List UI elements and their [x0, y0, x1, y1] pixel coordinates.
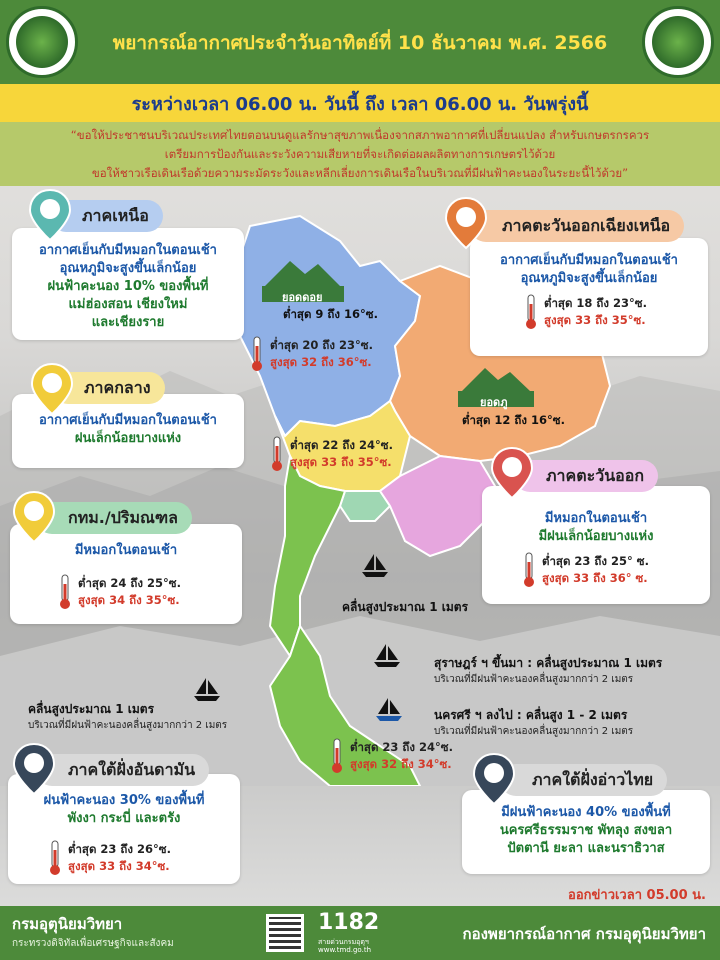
east-max-temp: สูงสุด 33 ถึง 36° ซ. — [542, 571, 648, 585]
northeast-line-2: อุณหภูมิจะสูงขึ้นเล็กน้อย — [520, 271, 658, 286]
south-west-temp — [48, 840, 171, 876]
surat-wave: สุราษฎร์ ฯ ขึ้นมา : คลื่นสูงประมาณ 1 เมตร — [434, 656, 663, 670]
hotline-label — [318, 938, 371, 954]
north-peak-label: ยอดดอย — [282, 291, 323, 304]
nakhon-wave: นครศรี ฯ ลงไป : คลื่นสูง 1 - 2 เมตร — [434, 708, 628, 722]
north-peak-temp: ต่ำสุด 9 ถึง 16°ซ. — [283, 307, 378, 321]
advice-banner — [0, 122, 720, 186]
surat-wave-note: บริเวณที่มีฝนฟ้าคะนองคลื่นสูงมากกว่า 2 เมตร — [434, 674, 634, 685]
central-line-2: ฝนเล็กน้อยบางแห่ง — [74, 431, 182, 446]
south-east-line-2: นครศรีธรรมราช พัทลุง สงขลา — [499, 823, 673, 838]
issue-time: ออกข่าวเวลา 05.00 น. — [568, 888, 706, 903]
south-west-pin-icon — [12, 742, 56, 796]
south-west-line-1: ฝนฟ้าคะนอง 30% ของพื้นที่ — [43, 793, 205, 808]
north-line-1: อากาศเย็นกับมีหมอกในตอนเช้า — [39, 243, 217, 258]
header — [0, 0, 720, 84]
northeast-peak-temp: ต่ำสุด 12 ถึง 16°ซ. — [462, 413, 565, 427]
boat-icon — [192, 676, 222, 702]
north-line-2: อุณหภูมิจะสูงขึ้นเล็กน้อย — [59, 261, 197, 276]
central-line-1: อากาศเย็นกับมีหมอกในตอนเช้า — [39, 413, 217, 428]
tmd-logo — [642, 6, 714, 78]
andaman-wave: คลื่นสูงประมาณ 1 เมตร — [28, 702, 155, 716]
thermometer-icon — [58, 574, 72, 610]
south-east-map-temp — [330, 738, 453, 774]
footer-ministry: กระทรวงดิจิทัลเพื่อเศรษฐกิจและสังคม — [12, 938, 174, 949]
northeast-min-temp: ต่ำสุด 18 ถึง 23°ซ. — [544, 296, 647, 310]
north-card — [12, 228, 244, 340]
advice-line-3: ขอให้ชาวเรือเดินเรือด้วยความระมัดระวังและหลีกเลี่ยงการเดินเรือในบริเวณที่มีฝนฟ้าคะนองในระยะนี้ไว้ด้วย” — [91, 166, 629, 180]
thermometer-icon — [270, 436, 284, 472]
central-region-label: ภาคกลาง — [52, 372, 165, 404]
east-pin-icon — [490, 446, 534, 500]
north-min-temp: ต่ำสุด 20 ถึง 23°ซ. — [270, 338, 373, 352]
east-card — [482, 486, 710, 604]
south-east-line-3: ปัตตานี ยะลา และนราธิวาส — [507, 841, 665, 856]
thermometer-icon — [330, 738, 344, 774]
south-west-max-temp: สูงสุด 33 ถึง 34°ซ. — [68, 859, 170, 873]
thermometer-icon — [524, 294, 538, 330]
south-east-region-label: ภาคใต้ฝั่งอ่าวไทย — [500, 764, 667, 796]
south-west-region-label: ภาคใต้ฝั่งอันดามัน — [36, 754, 209, 786]
south-east-max-temp: สูงสุด 32 ถึง 34°ซ. — [350, 757, 452, 771]
south-west-min-temp: ต่ำสุด 23 ถึง 26°ซ. — [68, 842, 171, 856]
northeast-temp — [524, 294, 647, 330]
hotline-label-text: สายด่วนกรมอุตุฯ — [318, 938, 369, 946]
bangkok-line-1: มีหมอกในตอนเช้า — [74, 543, 178, 558]
bangkok-pin-icon — [12, 490, 56, 544]
advice-line-2: เตรียมการป้องกันและระวังความเสียหายที่จะเกิดต่อผลผลิตทางการเกษตรไว้ด้วย — [164, 147, 556, 161]
central-min-temp: ต่ำสุด 22 ถึง 24°ซ. — [290, 438, 393, 452]
north-pin-icon — [28, 188, 72, 242]
bangkok-min-temp: ต่ำสุด 24 ถึง 25°ซ. — [78, 576, 181, 590]
north-line-5: และเชียงราย — [91, 315, 165, 330]
central-pin-icon — [30, 362, 74, 416]
footer-division: กองพยากรณ์อากาศ กรมอุตุนิยมวิทยา — [462, 925, 706, 943]
thermometer-icon — [250, 336, 264, 372]
advice-line-1: “ขอให้ประชาชนบริเวณประเทศไทยตอนบนดูแลรักษาสุขภาพเนื่องจากสภาพอากาศที่เปลี่ยนแปลง สำหรับเกษตรกรควร — [70, 128, 650, 142]
east-region-label: ภาคตะวันออก — [514, 460, 658, 492]
boat-icon — [372, 642, 402, 668]
boat-icon — [374, 696, 404, 722]
forecast-period: ระหว่างเวลา 06.00 น. วันนี้ ถึง เวลา 06.00 น. วันพรุ่งนี้ — [0, 84, 720, 122]
south-east-line-1: มีฝนฟ้าคะนอง 40% ของพื้นที่ — [501, 805, 671, 820]
east-line-2: มีฝนเล็กน้อยบางแห่ง — [538, 529, 654, 544]
south-east-min-temp: ต่ำสุด 23 ถึง 24°ซ. — [350, 740, 453, 754]
northeast-pin-icon — [444, 196, 488, 250]
north-temp — [250, 336, 373, 372]
east-temp — [522, 552, 649, 588]
website-link[interactable]: www.tmd.go.th — [318, 946, 371, 954]
central-temp — [270, 436, 393, 472]
northeast-region-label: ภาคตะวันออกเฉียงเหนือ — [470, 210, 684, 242]
ministry-logo — [6, 6, 78, 78]
north-region-label: ภาคเหนือ — [50, 200, 163, 232]
andaman-wave-note: บริเวณที่มีฝนฟ้าคะนองคลื่นสูงมากกว่า 2 เมตร — [28, 720, 228, 731]
thermometer-icon — [48, 840, 62, 876]
northeast-max-temp: สูงสุด 33 ถึง 35°ซ. — [544, 313, 646, 327]
footer-org: กรมอุตุนิยมวิทยา — [12, 915, 123, 933]
north-max-temp: สูงสุด 32 ถึง 36°ซ. — [270, 355, 372, 369]
north-line-3: ฝนฟ้าคะนอง 10% ของพื้นที่ — [47, 279, 209, 294]
north-line-4: แม่ฮ่องสอน เชียงใหม่ — [68, 297, 188, 312]
east-line-1: มีหมอกในตอนเช้า — [544, 511, 648, 526]
nakhon-wave-note: บริเวณที่มีฝนฟ้าคะนองคลื่นสูงมากกว่า 2 เมตร — [434, 726, 634, 737]
boat-icon — [360, 552, 390, 578]
south-west-line-2: พังงา กระบี่ และตรัง — [67, 811, 181, 826]
northeast-line-1: อากาศเย็นกับมีหมอกในตอนเช้า — [500, 253, 678, 268]
east-min-temp: ต่ำสุด 23 ถึง 25° ซ. — [542, 554, 649, 568]
bangkok-temp — [58, 574, 181, 610]
qr-code-icon[interactable] — [266, 914, 304, 952]
central-max-temp: สูงสุด 33 ถึง 35°ซ. — [290, 455, 392, 469]
south-east-pin-icon — [472, 752, 516, 806]
page-title: พยากรณ์อากาศประจำวันอาทิตย์ที่ 10 ธันวาคม พ.ศ. 2566 — [112, 32, 608, 54]
northeast-peak-label: ยอดภู — [480, 396, 508, 409]
northeast-card — [470, 238, 708, 356]
gulf-upper-wave: คลื่นสูงประมาณ 1 เมตร — [342, 600, 469, 614]
bangkok-max-temp: สูงสุด 34 ถึง 35°ซ. — [78, 593, 180, 607]
bangkok-region-label: กทม./ปริมณฑล — [36, 502, 192, 534]
thermometer-icon — [522, 552, 536, 588]
footer — [0, 906, 720, 960]
hotline-number: 1182 — [318, 910, 380, 935]
